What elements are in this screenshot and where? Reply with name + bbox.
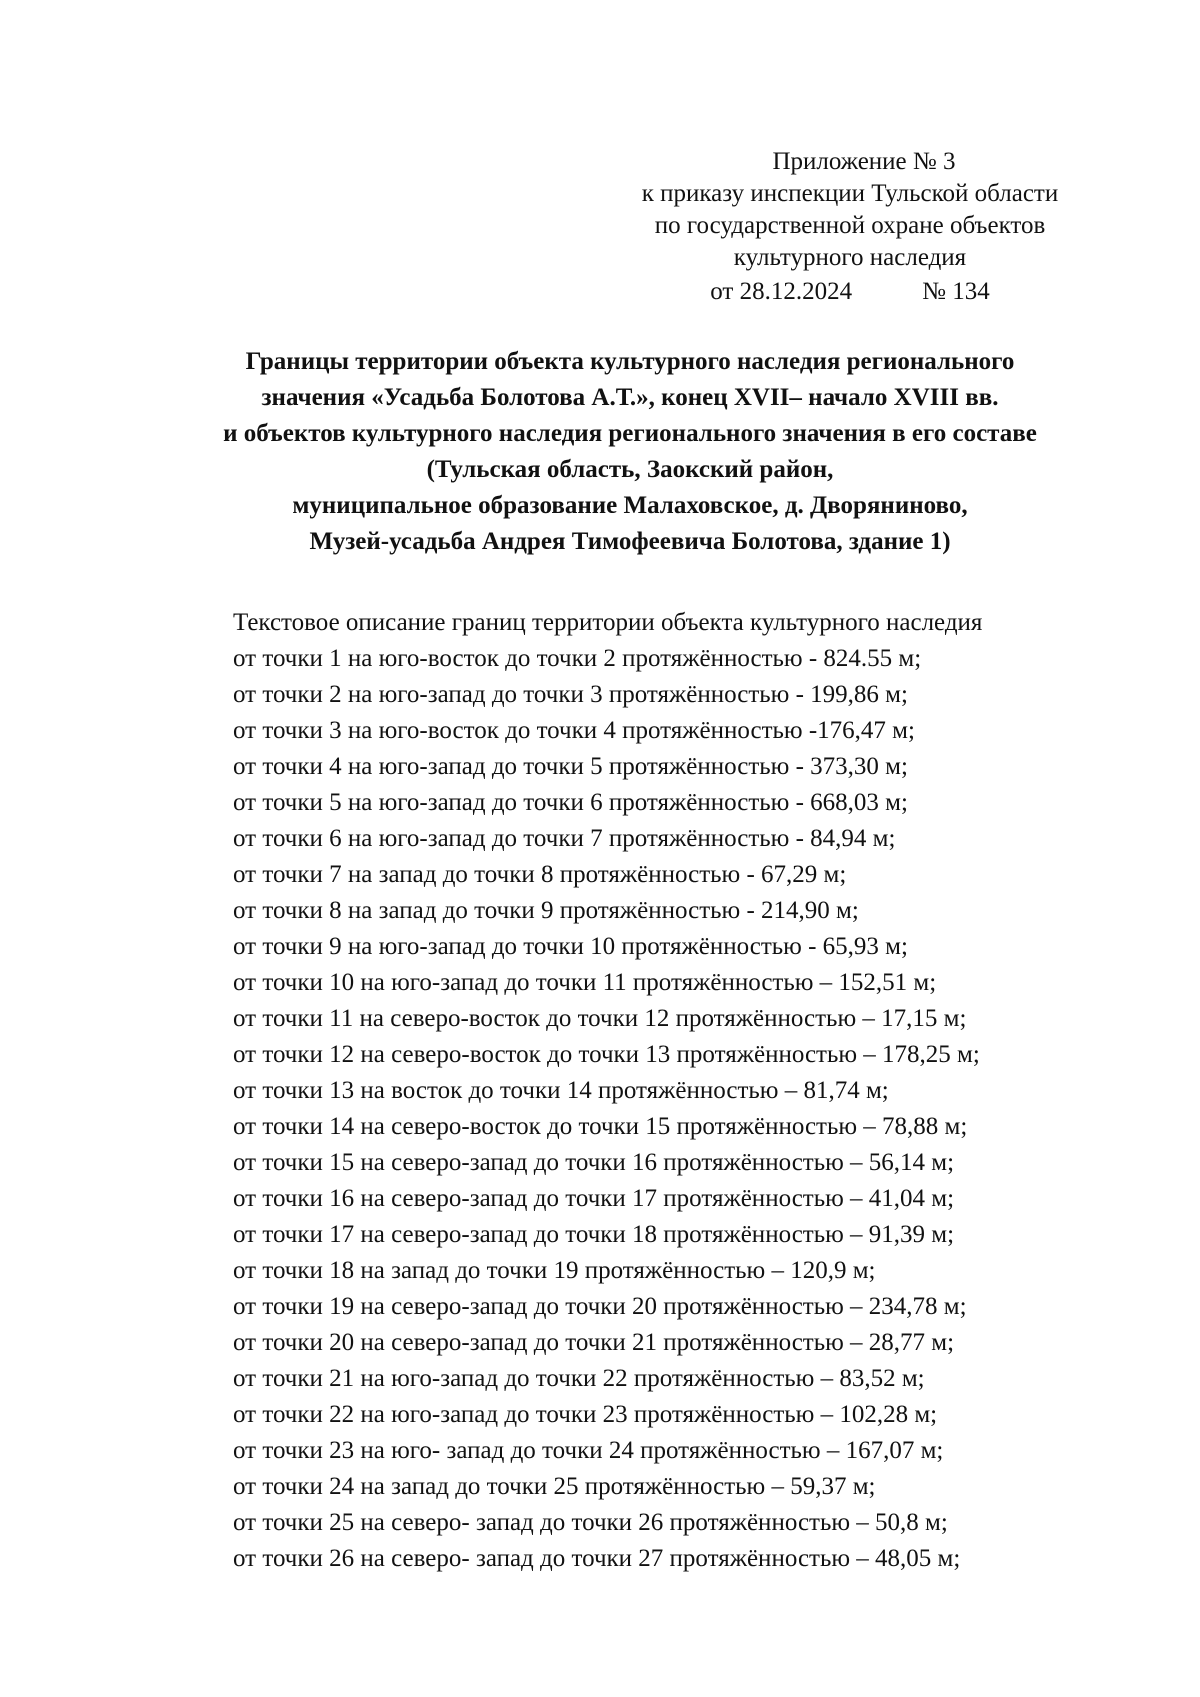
boundary-segment: от точки 15 на северо-запад до точки 16 протяжённостью – 56,14 м; [233,1149,955,1176]
boundary-segment: от точки 1 на юго-восток до точки 2 протяжённостью - 824.55 м; [233,645,922,672]
boundary-segment: от точки 13 на восток до точки 14 протяжённостью – 81,74 м; [233,1077,889,1104]
boundary-segment: от точки 10 на юго-запад до точки 11 протяжённостью – 152,51 м; [233,969,937,996]
order-reference-line: культурного наследия [733,244,967,271]
boundary-segment: от точки 24 на запад до точки 25 протяжённостью – 59,37 м; [233,1473,876,1500]
description-intro: Текстовое описание границ территории объекта культурного наследия [233,609,983,636]
boundary-segment: от точки 7 на запад до точки 8 протяжённостью - 67,29 м; [233,861,847,888]
boundary-segment: от точки 12 на северо-восток до точки 13 протяжённостью – 178,25 м; [233,1041,980,1068]
boundary-segment: от точки 20 на северо-запад до точки 21 протяжённостью – 28,77 м; [233,1329,955,1356]
boundary-segment: от точки 6 на юго-запад до точки 7 протяжённостью - 84,94 м; [233,825,896,852]
order-date-row [590,276,1110,308]
boundary-segment: от точки 22 на юго-запад до точки 23 протяжённостью – 102,28 м; [233,1401,938,1428]
title-line: Музей-усадьба Андрея Тимофеевича Болотова, здание 1) [309,528,951,555]
order-reference-line: по государственной охране объектов [654,212,1046,239]
title-line: и объектов культурного наследия регионального значения в его составе [223,420,1037,447]
order-number: № 134 [922,278,990,305]
order-reference-line: к приказу инспекции Тульской области [641,180,1059,207]
boundary-segment: от точки 4 на юго-запад до точки 5 протяжённостью - 373,30 м; [233,753,908,780]
boundary-segment: от точки 23 на юго- запад до точки 24 протяжённостью – 167,07 м; [233,1437,944,1464]
boundary-segment: от точки 2 на юго-запад до точки 3 протяжённостью - 199,86 м; [233,681,908,708]
boundary-segment: от точки 3 на юго-восток до точки 4 протяжённостью -176,47 м; [233,717,915,744]
order-date: от 28.12.2024 [710,278,853,305]
boundary-segment: от точки 18 на запад до точки 19 протяжённостью – 120,9 м; [233,1257,876,1284]
document-title [150,344,1110,560]
boundary-segment: от точки 16 на северо-запад до точки 17 протяжённостью – 41,04 м; [233,1185,955,1212]
title-line: (Тульская область, Заокский район, [426,456,834,483]
appendix-header [590,146,1110,308]
boundary-segment: от точки 26 на северо- запад до точки 27 протяжённостью – 48,05 м; [233,1545,961,1572]
title-line: муниципальное образование Малаховское, д. Дворяниново, [292,492,968,519]
boundary-segment: от точки 14 на северо-восток до точки 15 протяжённостью – 78,88 м; [233,1113,968,1140]
boundary-segment: от точки 8 на запад до точки 9 протяжённостью - 214,90 м; [233,897,859,924]
boundary-segment: от точки 19 на северо-запад до точки 20 протяжённостью – 234,78 м; [233,1293,967,1320]
boundary-segment: от точки 25 на северо- запад до точки 26 протяжённостью – 50,8 м; [233,1509,948,1536]
appendix-number: Приложение № 3 [772,148,956,175]
boundary-description [233,605,1133,1577]
boundary-segment: от точки 21 на юго-запад до точки 22 протяжённостью – 83,52 м; [233,1365,925,1392]
boundary-segment: от точки 5 на юго-запад до точки 6 протяжённостью - 668,03 м; [233,789,908,816]
title-line: значения «Усадьба Болотова А.Т.», конец XVII– начало XVIII вв. [261,384,999,411]
title-line: Границы территории объекта культурного наследия регионального [245,348,1015,375]
boundary-segment: от точки 17 на северо-запад до точки 18 протяжённостью – 91,39 м; [233,1221,955,1248]
boundary-segment: от точки 11 на северо-восток до точки 12 протяжённостью – 17,15 м; [233,1005,967,1032]
boundary-segment: от точки 9 на юго-запад до точки 10 протяжённостью - 65,93 м; [233,933,908,960]
